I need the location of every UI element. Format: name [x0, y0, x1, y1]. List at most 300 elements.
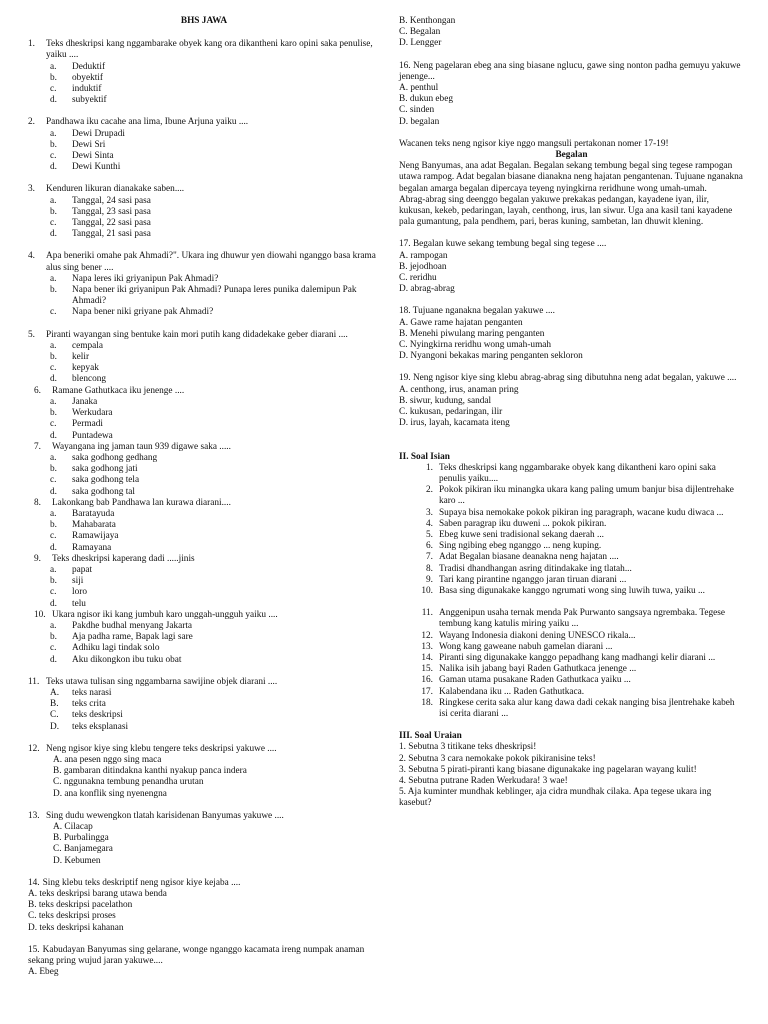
option-letter: b.: [50, 206, 57, 217]
option: [28, 599, 380, 610]
option: [28, 419, 380, 430]
uraian-item: 5. Aja kuminter mundhak keblinger, aja cidra mundhak cilaka. Apa tegese ukara ing kasebut?: [399, 787, 712, 809]
item-number: 10.: [421, 585, 433, 596]
option: [28, 621, 380, 632]
uraian-item: 1. Sebutna 3 titikane teks dheskripsi!: [399, 742, 537, 753]
question-row: [28, 184, 380, 195]
option-text: Permadi: [72, 419, 103, 430]
option: [28, 655, 380, 666]
option: B. teks deskripsi pacelathon: [28, 900, 133, 911]
option-letter: a.: [50, 396, 57, 407]
option-letter: a.: [50, 452, 57, 463]
uraian-item: 4. Sebutna putrane Raden Werkudara! 3 wae!: [399, 775, 568, 786]
option: [28, 576, 380, 587]
isian-item: [399, 608, 744, 630]
question-16: [399, 61, 744, 128]
item-number: 7.: [426, 552, 433, 563]
uraian-item: 3. Sebutna 5 pirati-piranti kang biasane digunakake ing pagelaran wayang kulit!: [399, 764, 697, 775]
item-number: 8.: [426, 563, 433, 574]
option-text: teks deskripsi: [72, 710, 123, 721]
passage-paragraph: Abrag-abrag sing deenggo begalan yakuwe prekakas pedangan, kayadene iyan, ilir, kukusan, kekeb, pedaringan, layah, centhong, irus, lan siwur. Uga ana kasil tani kayadene pala gumantung, pala pendhem, pari, beras kuning, sambetan, lan dhuwit klening.: [399, 194, 733, 228]
question-row: [28, 945, 380, 967]
option: A. Gawe rame hajatan penganten: [399, 317, 523, 328]
section-heading: III. Soal Uraian: [399, 731, 462, 742]
option-letter: c.: [50, 151, 57, 162]
option-letter: a.: [50, 195, 57, 206]
option: [28, 162, 380, 173]
question-number: 5.: [28, 329, 35, 340]
question-12: [28, 744, 380, 800]
option-text: saka godhong tal: [72, 486, 135, 497]
question-18: [399, 306, 744, 362]
option-text: Janaka: [72, 396, 98, 407]
option: B. Purbalingga: [53, 833, 109, 844]
isian-item: [399, 485, 744, 507]
option: [28, 431, 380, 442]
option-letter: b.: [50, 139, 57, 150]
option-text: Napa bener iki griyanipun Pak Ahmadi? Punapa leres punika dalemipun Pak Ahmadi?: [72, 285, 357, 307]
question-text: Ukara ngisor iki kang jumbuh karo unggah-ungguh yaiku ....: [52, 609, 278, 620]
document-title: BHS JAWA: [180, 16, 228, 26]
option-letter: C.: [50, 710, 59, 721]
option-letter: b.: [50, 464, 57, 475]
option-text: papat: [72, 564, 93, 575]
isian-item: [399, 664, 744, 675]
option-text: siji: [72, 576, 84, 587]
option-text: Napa leres iki griyanipun Pak Ahmadi?: [72, 273, 219, 284]
option-text: saka godhong gedhang: [72, 452, 158, 463]
option-letter: c.: [50, 475, 57, 486]
option: [28, 453, 380, 464]
option: [28, 643, 380, 654]
isian-item: [399, 530, 744, 541]
option: D. Kebumen: [53, 855, 101, 866]
item-text: Gaman utama pusakane Raden Gathutkaca yaiku ...: [439, 675, 631, 686]
option-letter: c.: [50, 218, 57, 229]
option: [28, 274, 380, 285]
item-number: 5.: [426, 529, 433, 540]
option: [28, 363, 380, 374]
option: [28, 95, 380, 106]
option: A. Ebeg: [28, 967, 59, 978]
option: C. Banjamegara: [53, 844, 113, 855]
question-text: 18. Tujuane nganakna begalan yakuwe ....: [399, 306, 555, 317]
option-letter: b.: [50, 72, 57, 83]
isian-item: [399, 675, 744, 686]
reading-passage: [399, 139, 744, 229]
option-text: cempala: [72, 340, 103, 351]
option: A. Cilacap: [53, 822, 93, 832]
option-text: Werkudara: [72, 408, 113, 419]
option-text: Ramawijaya: [72, 531, 119, 542]
option: [28, 710, 380, 721]
option: [28, 352, 380, 363]
question-text: Kenduren likuran dianakake saben....: [46, 184, 185, 195]
option: C. sinden: [399, 105, 435, 116]
question-number: 9.: [34, 553, 41, 564]
option: B. Kenthongan: [399, 16, 456, 26]
option-text: saka godhong tela: [72, 475, 140, 486]
option: [28, 129, 380, 140]
item-number: 9.: [426, 574, 433, 585]
option-letter: a.: [50, 564, 57, 575]
item-number: 11.: [421, 608, 433, 619]
option: B. dukun ebeg: [399, 94, 453, 105]
item-number: 18.: [421, 697, 433, 708]
option-text: subyektif: [72, 95, 107, 106]
option-text: teks narasi: [72, 687, 112, 698]
option-text: Tanggal, 23 sasi pasa: [72, 206, 151, 217]
question-text: Sing klebu teks deskriptif neng ngisor kiye kejaba ....: [42, 877, 241, 888]
question-number: 3.: [28, 184, 35, 195]
option: D. teks deskripsi kahanan: [28, 922, 124, 933]
option-letter: c.: [50, 531, 57, 542]
question-text: 19. Neng ngisor kiye sing klebu abrag-abrag sing dibutuhna neng adat begalan, yakuwe ....: [399, 373, 737, 384]
right-column: [399, 16, 744, 810]
question-text: Teks dheskripsi kaperang dadi .....jinis: [52, 553, 195, 564]
option: [28, 543, 380, 554]
option: A. rampogan: [399, 250, 448, 261]
option: [28, 531, 380, 542]
option: [28, 509, 380, 520]
isian-item: [399, 586, 744, 597]
option-text: Dewi Drupadi: [72, 128, 125, 139]
option: D. begalan: [399, 116, 440, 127]
option: [28, 218, 380, 229]
option-letter: d.: [50, 374, 57, 385]
option-text: Ramayana: [72, 542, 112, 553]
option: [28, 62, 380, 73]
option: [28, 140, 380, 151]
question-row: [28, 330, 380, 341]
option-letter: d.: [50, 229, 57, 240]
option: [28, 688, 380, 699]
question-3: [28, 184, 380, 240]
option-letter: d.: [50, 95, 57, 106]
isian-item: [399, 642, 744, 653]
question-4: [28, 251, 380, 318]
question-row: [28, 811, 380, 822]
question-number: 2.: [28, 117, 35, 128]
isian-list: [399, 463, 744, 720]
option-text: Adhiku lagi tindak solo: [72, 643, 160, 654]
option-text: telu: [72, 598, 86, 609]
question-14: [28, 878, 380, 934]
isian-item: [399, 698, 744, 720]
option-letter: c.: [50, 587, 57, 598]
option: [28, 151, 380, 162]
option-letter: c.: [50, 363, 57, 374]
uraian-item: 2. Sebutna 3 cara nemokake pokok pikiranisine teks!: [399, 753, 596, 764]
question-text: Pandhawa iku cacahe ana lima, Ibune Arjuna yaiku ....: [46, 117, 249, 128]
option: [28, 464, 380, 475]
option: [28, 565, 380, 576]
item-text: Wong kang gaweane nabuh gamelan diarani ...: [439, 641, 613, 652]
option-letter: d.: [50, 542, 57, 553]
option: B. jejodhoan: [399, 261, 447, 272]
question-text: Piranti wayangan sing bentuke kain mori putih kang didadekake geber diarani ....: [46, 329, 348, 340]
option-text: obyektif: [72, 72, 103, 83]
passage-intro: Wacanen teks neng ngisor kiye nggo mangsuli pertakonan nomer 17-19!: [399, 138, 669, 149]
option: B. siwur, kudung, sandal: [399, 395, 492, 406]
item-text: Adat Begalan biasane deanakna neng hajatan ....: [439, 552, 619, 563]
option-letter: b.: [50, 408, 57, 419]
question-text: Wayangana ing jaman taun 939 digawe saka .....: [52, 441, 231, 452]
question-number: 14.: [28, 877, 40, 888]
item-text: Basa sing digunakake kanggo ngrumati wong sing luwih tuwa, yaiku ...: [439, 585, 705, 596]
question-7: [28, 442, 380, 498]
option: A. penthul: [399, 83, 439, 94]
section-isian: [399, 452, 744, 721]
option-text: Aku dikongkon ibu tuku obat: [72, 654, 182, 665]
option-letter: c.: [50, 419, 57, 430]
option-text: Pakdhe budhal menyang Jakarta: [72, 620, 193, 631]
option-letter: a.: [50, 620, 57, 631]
question-1: [28, 39, 380, 106]
option-letter: d.: [50, 486, 57, 497]
option: [28, 397, 380, 408]
option-letter: a.: [50, 340, 57, 351]
question-text: 17. Begalan kuwe sekang tembung begal sing tegese ....: [399, 239, 607, 250]
option-text: teks crita: [72, 699, 106, 710]
question-number: 15.: [28, 944, 40, 955]
option-text: Tanggal, 22 sasi pasa: [72, 218, 151, 229]
option: A. centhong, irus, anaman pring: [399, 384, 519, 395]
option: [28, 632, 380, 643]
option-text: teks eksplanasi: [72, 721, 129, 732]
item-text: Nalika isih jabang bayi Raden Gathutkaca jenenge ...: [439, 664, 637, 675]
left-questions: [28, 39, 380, 978]
isian-item: [399, 508, 744, 519]
isian-item: [399, 552, 744, 563]
option-letter: a.: [50, 273, 57, 284]
option-letter: a.: [50, 128, 57, 139]
question-row: [28, 677, 380, 688]
question-text: Ramane Gathutkaca iku jenenge ....: [52, 385, 185, 396]
option: [28, 307, 380, 318]
question-row: [28, 554, 380, 565]
option: [28, 196, 380, 207]
item-text: Piranti sing digunakake kanggo pepadhang kang madhangi kelir diarani ...: [439, 652, 716, 663]
question-number: 8.: [34, 497, 41, 508]
question-row: [28, 251, 380, 273]
isian-item: [399, 541, 744, 552]
question-text: Apa beneriki omahe pak Ahmadi?". Ukara ing dhuwur yen diowahi nganggo basa krama alus sing bener ....: [46, 251, 376, 273]
question-text: Lakonkang bab Pandhawa lan kurawa diarani....: [52, 497, 231, 508]
option-text: Tanggal, 24 sasi pasa: [72, 195, 151, 206]
isian-item: [399, 575, 744, 586]
option-text: Dewi Sinta: [72, 151, 114, 162]
question-number: 7.: [34, 441, 41, 452]
question-text: Kabudayan Banyumas sing gelarane, wonge nganggo kacamata ireng numpak anaman sekang pring wujud jaran yakuwe....: [28, 944, 365, 967]
option: B. gambaran ditindakna kanthi nyakup panca indera: [53, 766, 247, 777]
item-text: Kalabendana iku ... Raden Gathutkaca.: [439, 686, 585, 697]
option-text: Deduktif: [72, 61, 106, 72]
item-number: 3.: [426, 507, 433, 518]
passage-heading: Begalan: [555, 150, 588, 161]
option-text: Baratayuda: [72, 508, 115, 519]
option-letter: b.: [50, 576, 57, 587]
left-column: [28, 16, 380, 978]
item-text: Teks dheskripsi kang nggambarake obyek kang dikantheni karo opini saka penulis yaiku....: [439, 462, 716, 484]
question-number: 11.: [28, 676, 40, 687]
option: D. Lengger: [399, 38, 442, 49]
option-text: loro: [72, 587, 87, 598]
option-letter: c.: [50, 307, 57, 318]
option: [28, 475, 380, 486]
section-uraian: [399, 731, 744, 809]
option: C. kukusan, pedaringan, ilir: [399, 407, 503, 418]
option-text: Napa bener niki griyane pak Ahmadi?: [72, 307, 214, 318]
option-letter: d.: [50, 654, 57, 665]
section-heading: II. Soal Isian: [399, 451, 450, 462]
item-number: 12.: [421, 630, 433, 641]
question-11: [28, 677, 380, 733]
option: [28, 722, 380, 733]
item-text: Tradisi dhandhangan asring ditindakake ing tlatah...: [439, 563, 632, 574]
option-letter: b.: [50, 520, 57, 531]
item-number: 13.: [421, 641, 433, 652]
item-number: 15.: [421, 664, 433, 675]
question-row: [28, 442, 380, 453]
question-row: [28, 117, 380, 128]
option: [28, 408, 380, 419]
question-text: Teks dheskripsi kang nggambarake obyek kang ora dikantheni karo opini saka penulise, yaiku ....: [46, 39, 373, 61]
question-number: 6.: [34, 385, 41, 396]
question-number: 1.: [28, 39, 35, 50]
question-2: [28, 117, 380, 173]
option-text: Mahabarata: [72, 520, 116, 531]
option-text: Dewi Kunthi: [72, 162, 121, 173]
question-row: [28, 744, 380, 755]
option-text: saka godhong jati: [72, 464, 138, 475]
option: [28, 285, 380, 307]
question-number: 10.: [34, 609, 46, 620]
option-letter: b.: [50, 352, 57, 363]
passage-paragraph: Neng Banyumas, ana adat Begalan. Begalan sekang tembung begal sing tegese rampogan utawa rampog. Adat begalan biasane dianakna neng hajatan pengantenan. Tujuane nganakna begalan amarga begalan dipercaya teyeng nyingkirna reridhune wong umah-umah.: [399, 161, 743, 194]
option: [28, 207, 380, 218]
q15-options-continued: [399, 16, 744, 50]
option-text: Tanggal, 21 sasi pasa: [72, 229, 151, 240]
item-number: 17.: [421, 686, 433, 697]
question-number: 4.: [28, 251, 35, 262]
item-text: Ringkese cerita saka alur kang dawa dadi cekak nanging bisa jlentrehake kabeh isi cerita diarani ...: [439, 697, 735, 719]
question-text: 16. Neng pagelaran ebeg ana sing biasane nglucu, gawe sing nonton padha gemuyu yakuwe jenenge...: [399, 60, 741, 82]
question-row: [28, 498, 380, 509]
item-number: 1.: [426, 462, 433, 473]
option: C. Begalan: [399, 27, 441, 38]
item-number: 6.: [426, 541, 433, 552]
option-text: Dewi Sri: [72, 139, 106, 150]
option-letter: B.: [50, 699, 59, 710]
option-letter: b.: [50, 285, 57, 296]
isian-item: [399, 631, 744, 642]
isian-item: [399, 653, 744, 664]
question-text: Teks utawa tulisan sing nggambarna sawijine objek diarani ....: [46, 676, 278, 687]
item-text: Saben paragrap iku duweni ... pokok pikiran.: [439, 518, 607, 529]
question-number: 13.: [28, 810, 40, 821]
item-text: Pokok pikiran iku minangka ukara kang paling umum banjur bisa dijlentrehake karo ...: [439, 485, 734, 507]
item-number: 16.: [421, 675, 433, 686]
option-letter: c.: [50, 84, 57, 95]
option-text: Aja padha rame, Bapak lagi sare: [72, 632, 193, 643]
question-10: [28, 610, 380, 666]
question-row: [28, 610, 380, 621]
option-text: kelir: [72, 352, 90, 363]
option-letter: a.: [50, 61, 57, 72]
option: [28, 487, 380, 498]
option: [28, 73, 380, 84]
option: D. abrag-abrag: [399, 284, 455, 295]
option-letter: c.: [50, 643, 57, 654]
isian-item: [399, 463, 744, 485]
question-13: [28, 811, 380, 867]
option: [28, 520, 380, 531]
option-text: Puntadewa: [72, 430, 113, 441]
question-9: [28, 554, 380, 610]
item-number: 2.: [426, 485, 433, 496]
item-text: Supaya bisa nemokake pokok pikiran ing paragraph, wacane kudu diwaca ...: [439, 507, 724, 518]
question-6: [28, 386, 380, 442]
question-row: [28, 386, 380, 397]
item-number: 14.: [421, 652, 433, 663]
question-row: [28, 878, 380, 889]
option: C. nggunakna tembung penandha urutan: [53, 777, 204, 788]
option: A. ana pesen nggo sing maca: [53, 754, 162, 765]
item-text: Ebeg kuwe seni tradisional sekang daerah ...: [439, 529, 604, 540]
option-letter: a.: [50, 508, 57, 519]
isian-item: [399, 519, 744, 530]
option-letter: d.: [50, 598, 57, 609]
item-text: Wayang Indonesia diakoni dening UNESCO rikala...: [439, 630, 636, 641]
option: B. Menehi piwulang maring penganten: [399, 328, 545, 339]
option: [28, 587, 380, 598]
option-letter: d.: [50, 162, 57, 173]
option: C. reridhu: [399, 273, 437, 284]
question-text: Neng ngisor kiye sing klebu tengere teks deskripsi yakuwe ....: [46, 743, 277, 754]
option: [28, 374, 380, 385]
item-text: Sing ngibing ebeg nganggo ... neng kuping.: [439, 541, 602, 552]
option-letter: b.: [50, 632, 57, 643]
question-15: [28, 945, 380, 979]
question-row: [28, 39, 380, 61]
option-text: kepyak: [72, 363, 99, 374]
item-text: Anggenipun usaha ternak menda Pak Purwanto sangsaya ngrembaka. Tegese tembung kang katulis miring yaiku ...: [439, 608, 726, 630]
question-text: Sing dudu wewengkon tlatah karisidenan Banyumas yakuwe ....: [46, 810, 284, 821]
option: [28, 699, 380, 710]
option: C. teks deskripsi proses: [28, 911, 116, 922]
option: D. Nyangoni bekakas maring penganten sekloron: [399, 351, 583, 362]
option: [28, 341, 380, 352]
option: C. Nyingkirna reridhu wong umah-umah: [399, 340, 552, 351]
isian-item: [399, 687, 744, 698]
question-8: [28, 498, 380, 554]
item-number: 4.: [426, 518, 433, 529]
option: D. ana konflik sing nyenengna: [53, 788, 167, 799]
item-text: Tari kang pirantine nganggo jaran tiruan diarani ...: [439, 574, 627, 585]
option: [28, 84, 380, 95]
option: D. irus, layah, kacamata iteng: [399, 418, 510, 429]
question-19: [399, 373, 744, 429]
option-text: blencong: [72, 374, 107, 385]
option-letter: A.: [50, 687, 60, 698]
isian-item: [399, 564, 744, 575]
option-letter: d.: [50, 430, 57, 441]
option-letter: D.: [50, 721, 60, 732]
question-number: 12.: [28, 743, 40, 754]
question-5: [28, 330, 380, 386]
question-17: [399, 239, 744, 295]
